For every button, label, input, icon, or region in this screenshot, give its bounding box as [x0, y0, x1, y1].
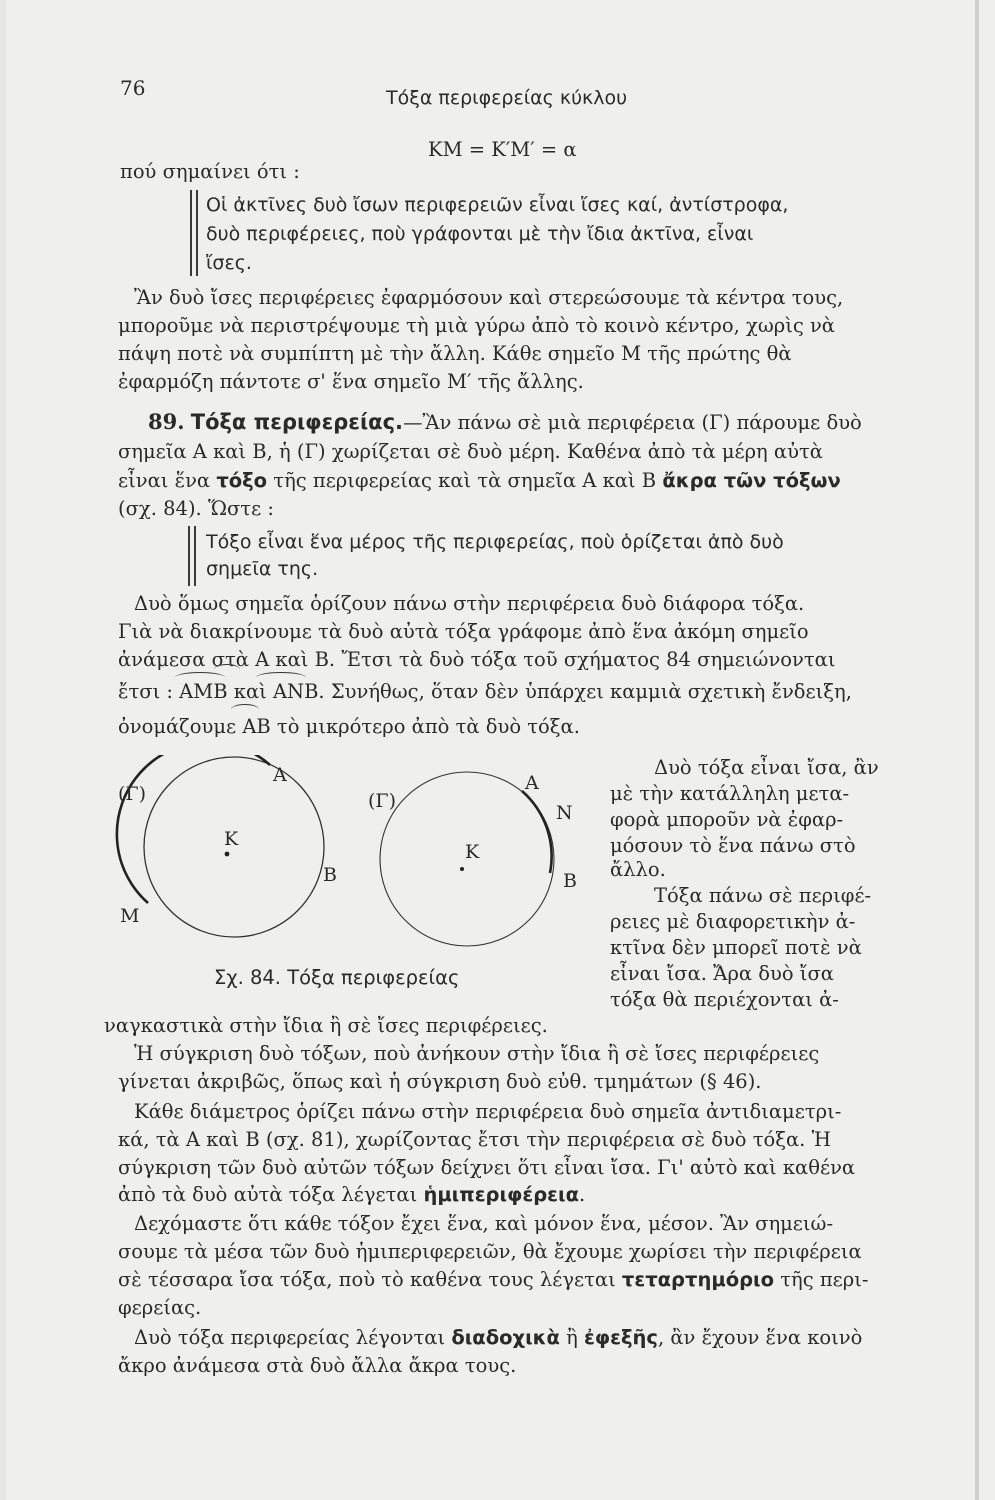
side-line: ἄλλο.	[610, 858, 666, 881]
section-title: Τόξα περιφερείας.	[190, 410, 404, 434]
means-that: πού σημαίνει ότι :	[120, 160, 300, 183]
label-m: Μ	[120, 905, 140, 927]
caption-number: Σχ. 84.	[214, 966, 281, 989]
paragraph-line: Γιὰ νὰ διακρίνουμε τὰ δυὸ αὐτὰ τόξα γράφομε ἀπὸ ἕνα ἀκόμη σημεῖο	[118, 620, 809, 643]
paragraph-line: σουμε τὰ μέσα τῶν δυὸ ἡμιπεριφερειῶν, θὰ ἔχουμε χωρίσει τὴν περιφέρεια	[118, 1240, 862, 1263]
paragraph-line: (σχ. 84). Ὥστε :	[118, 497, 274, 520]
section-heading	[148, 410, 862, 435]
side-line: μὲ τὴν κατάλληλη μετα-	[610, 782, 850, 805]
label-b: Β	[563, 870, 577, 892]
theorem-line: ἴσες.	[206, 252, 252, 274]
side-line: μόσουν τὸ ἕνα πάνω στὸ	[610, 834, 856, 857]
theorem-line: σημεῖα της.	[206, 558, 319, 580]
caption-text: Τόξα περιφερείας	[287, 966, 460, 989]
arc-overline	[175, 672, 225, 683]
paragraph-line: μποροῦμε νὰ περιστρέψουμε τὴ μιὰ γύρω ἀπὸ τὸ κοινὸ κέντρο, χωρὶς νὰ	[118, 314, 835, 337]
text-span: τῆς περι-	[780, 1268, 869, 1291]
text-span: εἶναι ἕνα	[118, 469, 211, 492]
paragraph-line: ἀνάμεσα στὰ Α καὶ Β. Ἔτσι τὰ δυὸ τόξα τοῦ σχήματος 84 σημειώνονται	[118, 648, 836, 671]
paragraph-line	[118, 469, 841, 493]
running-title: Τόξα περιφερείας κύκλου	[386, 87, 628, 109]
paragraph-line: ναγκαστικὰ στὴν ἴδια ἢ σὲ ἴσες περιφέρειες.	[104, 1014, 548, 1037]
text-span: ἢ	[566, 1326, 578, 1349]
side-line: φορὰ μποροῦν νὰ ἐφαρ-	[610, 808, 844, 831]
text-span: Δυὸ τόξα περιφερείας λέγονται	[134, 1326, 446, 1349]
paragraph-line: φερείας.	[118, 1296, 202, 1319]
paragraph-line: κά, τὰ Α καὶ Β (σχ. 81), χωρίζοντας ἔτσι τὴν περιφέρεια σὲ δυὸ τόξα. Ἡ	[118, 1128, 831, 1151]
label-n: Ν	[556, 802, 573, 824]
section-number: 89.	[148, 409, 185, 434]
paragraph-line: ἔτσι : ΑΜΒ καὶ ΑΝΒ. Συνήθως, ὅταν δὲν ὑπάρχει καμμιὰ σχετικὴ ἔνδειξη,	[118, 680, 852, 703]
theorem-line: Οἱ ἀκτῖνες δυὸ ἴσων περιφερειῶν εἶναι ἴσες καί, ἀντίστροφα,	[206, 194, 789, 216]
paragraph-line: πάψη ποτὲ νὰ συμπίπτη μὲ τὴν ἄλλη. Κάθε σημεῖο Μ τῆς πρώτης θὰ	[118, 342, 792, 365]
label-gamma: (Γ)	[118, 783, 147, 805]
page-edge	[975, 0, 979, 1500]
text-span: σὲ τέσσαρα ἴσα τόξα, ποὺ τὸ καθένα τους λέγεται	[118, 1268, 616, 1291]
term-semicircle: ἡμιπεριφέρεια	[423, 1183, 580, 1206]
arc-anb-bold	[522, 791, 552, 873]
arc-overline	[256, 672, 306, 683]
arc-overline	[231, 704, 259, 715]
term-quadrant: τεταρτημόριο	[621, 1268, 775, 1291]
section-text: —Ἂν πάνω σὲ μιὰ περιφέρεια (Γ) πάρουμε δυὸ	[403, 411, 862, 434]
term-consecutive: διαδοχικὰ	[451, 1326, 560, 1349]
theorem-line: Τόξο εἶναι ἕνα μέρος τῆς περιφερείας, ποὺ ὁρίζεται ἀπὸ δυὸ	[206, 531, 784, 553]
equation: ΚΜ = Κ′Μ′ = α	[428, 138, 577, 161]
label-a: Α	[525, 772, 539, 794]
theorem-bar	[190, 190, 192, 276]
figure-caption	[214, 966, 459, 990]
term-endpoints: ἄκρα τῶν τόξων	[662, 469, 841, 492]
center-point	[460, 867, 464, 871]
paragraph-line: Δεχόμαστε ὅτι κάθε τόξον ἔχει ἕνα, καὶ μόνον ἕνα, μέσον. Ἂν σημειώ-	[134, 1212, 834, 1235]
label-b: Β	[323, 864, 337, 886]
theorem-bar	[188, 526, 190, 586]
paragraph-line: Κάθε διάμετρος ὁρίζει πάνω στὴν περιφέρεια δυὸ σημεῖα ἀντιδιαμετρι-	[134, 1100, 842, 1123]
text-span: ἀπὸ τὰ δυὸ αὐτὰ τόξα λέγεται	[118, 1183, 418, 1206]
side-line: Δυὸ τόξα εἶναι ἴσα, ἂν	[654, 756, 879, 779]
figure-84	[110, 755, 590, 995]
side-line: τόξα θὰ περιέχονται ἀ-	[610, 988, 839, 1011]
label-gamma: (Γ)	[368, 790, 397, 812]
theorem-line: δυὸ περιφέρειες, ποὺ γράφονται μὲ τὴν ἴδια ἀκτῖνα, εἶναι	[206, 223, 754, 245]
paragraph-line: σύγκριση τῶν δυὸ αὐτῶν τόξων δείχνει ὅτι εἶναι ἴσα. Γι' αὐτὸ καὶ καθένα	[118, 1156, 856, 1179]
paragraph-line	[118, 1268, 868, 1292]
paragraph-line: σημεῖα Α καὶ Β, ἡ (Γ) χωρίζεται σὲ δυὸ μέρη. Καθένα ἀπὸ τὰ μέρη αὐτὰ	[118, 440, 823, 463]
side-line: κτῖνα δὲν μπορεῖ ποτὲ νὰ	[610, 936, 862, 959]
label-k: Κ	[465, 841, 480, 863]
paragraph-line: ὀνομάζουμε ΑΒ τὸ μικρότερο ἀπὸ τὰ δυὸ τόξα.	[118, 715, 580, 738]
paragraph-line: Δυὸ ὅμως σημεῖα ὁρίζουν πάνω στὴν περιφέρεια δυὸ διάφορα τόξα.	[134, 592, 805, 615]
side-line: Τόξα πάνω σὲ περιφέ-	[654, 884, 872, 907]
theorem-bar	[194, 526, 196, 586]
label-a: Α	[273, 764, 287, 786]
side-line: εἶναι ἴσα. Ἄρα δυὸ ἴσα	[610, 962, 834, 985]
theorem-bar	[196, 190, 198, 276]
text-span: .	[579, 1183, 586, 1206]
paragraph-line: Ἂν δυὸ ἴσες περιφέρειες ἐφαρμόσουν καὶ στερεώσουμε τὰ κέντρα τους,	[134, 286, 844, 309]
binding-shadow	[0, 0, 6, 1500]
term-arc: τόξο	[216, 469, 268, 492]
text-span: τῆς περιφερείας καὶ τὰ σημεῖα Α καὶ Β	[273, 469, 657, 492]
paragraph-line: ἐφαρμόζη πάντοτε σ' ἕνα σημεῖο Μ′ τῆς ἄλλης.	[118, 370, 584, 393]
arc-amb-bold	[117, 755, 270, 903]
text-span: , ἂν ἔχουν ἕνα κοινὸ	[657, 1326, 863, 1349]
label-k: Κ	[224, 828, 239, 850]
center-point	[225, 852, 230, 857]
paragraph-line	[134, 1326, 862, 1350]
paragraph-line: Ἡ σύγκριση δυὸ τόξων, ποὺ ἀνήκουν στὴν ἴδια ἢ σὲ ἴσες περιφέρειες	[134, 1042, 820, 1065]
side-line: ρειες μὲ διαφορετικὴν ἀ-	[610, 910, 856, 933]
paragraph-line: γίνεται ἀκριβῶς, ὅπως καὶ ἡ σύγκριση δυὸ εὐθ. τμημάτων (§ 46).	[118, 1070, 762, 1093]
page-number: 76	[120, 76, 146, 100]
paragraph-line	[118, 1183, 585, 1207]
term-adjacent: ἐφεξῆς	[584, 1326, 658, 1349]
paragraph-line: ἄκρο ἀνάμεσα στὰ δυὸ ἄλλα ἄκρα τους.	[118, 1354, 517, 1377]
